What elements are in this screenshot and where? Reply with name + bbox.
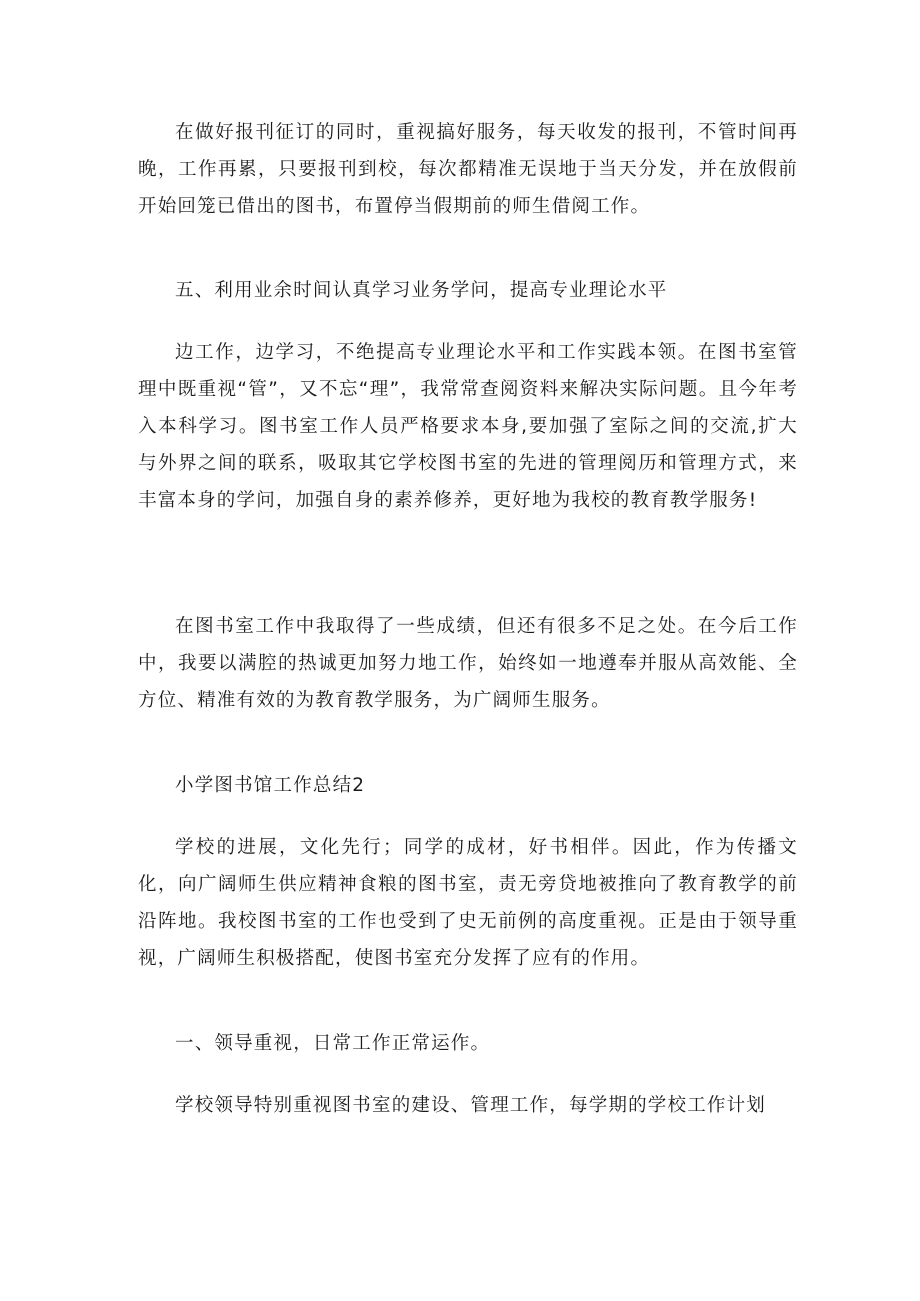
paragraph-achievements: 在图书室工作中我取得了一些成绩，但还有很多不足之处。在今后工作中，我要以满腔的热诚更加努力地工作，始终如一地遵奉并服从高效能、全方位、精准有效的为教育教学服务，为广阔师生服务。 — [138, 616, 798, 711]
paragraph-study: 边工作，边学习，不绝提高专业理论水平和工作实践本领。在图书室管理中既重视“管”，又不忘“理”，我常常查阅资料来解决实际问题。且今年考入本科学习。图书室工作人员严格要求本身,要加强了室际之间的交流,扩大与外界之间的联系，吸取其它学校图书室的先进的管理阅历和管理方式，来丰富本身的学问，加强自身的素养修养，更好地为我校的教育教学服务! — [138, 342, 798, 511]
paragraph-service: 在做好报刊征订的同时，重视搞好服务，每天收发的报刊，不管时间再晚，工作再累，只要报刊到校，每次都精准无误地于当天分发，并在放假前开始回笼已借出的图书，布置停当假期前的师生借阅工作。 — [138, 122, 798, 217]
section-heading-one: 一、领导重视，日常工作正常运作。 — [175, 1033, 491, 1054]
paragraph-leadership: 学校领导特别重视图书室的建设、管理工作，每学期的学校工作计划 — [175, 1095, 767, 1116]
section-heading-five: 五、利用业余时间认真学习业务学问，提高专业理论水平 — [175, 280, 668, 301]
section-title-summary-2: 小学图书馆工作总结2 — [175, 775, 366, 796]
paragraph-development: 学校的进展，文化先行；同学的成材，好书相伴。因此，作为传播文化，向广阔师生供应精神食粮的图书室，责无旁贷地被推向了教育教学的前沿阵地。我校图书室的工作也受到了史无前例的高度重视。正是由于领导重视，广阔师生积极搭配，使图书室充分发挥了应有的作用。 — [138, 837, 798, 969]
